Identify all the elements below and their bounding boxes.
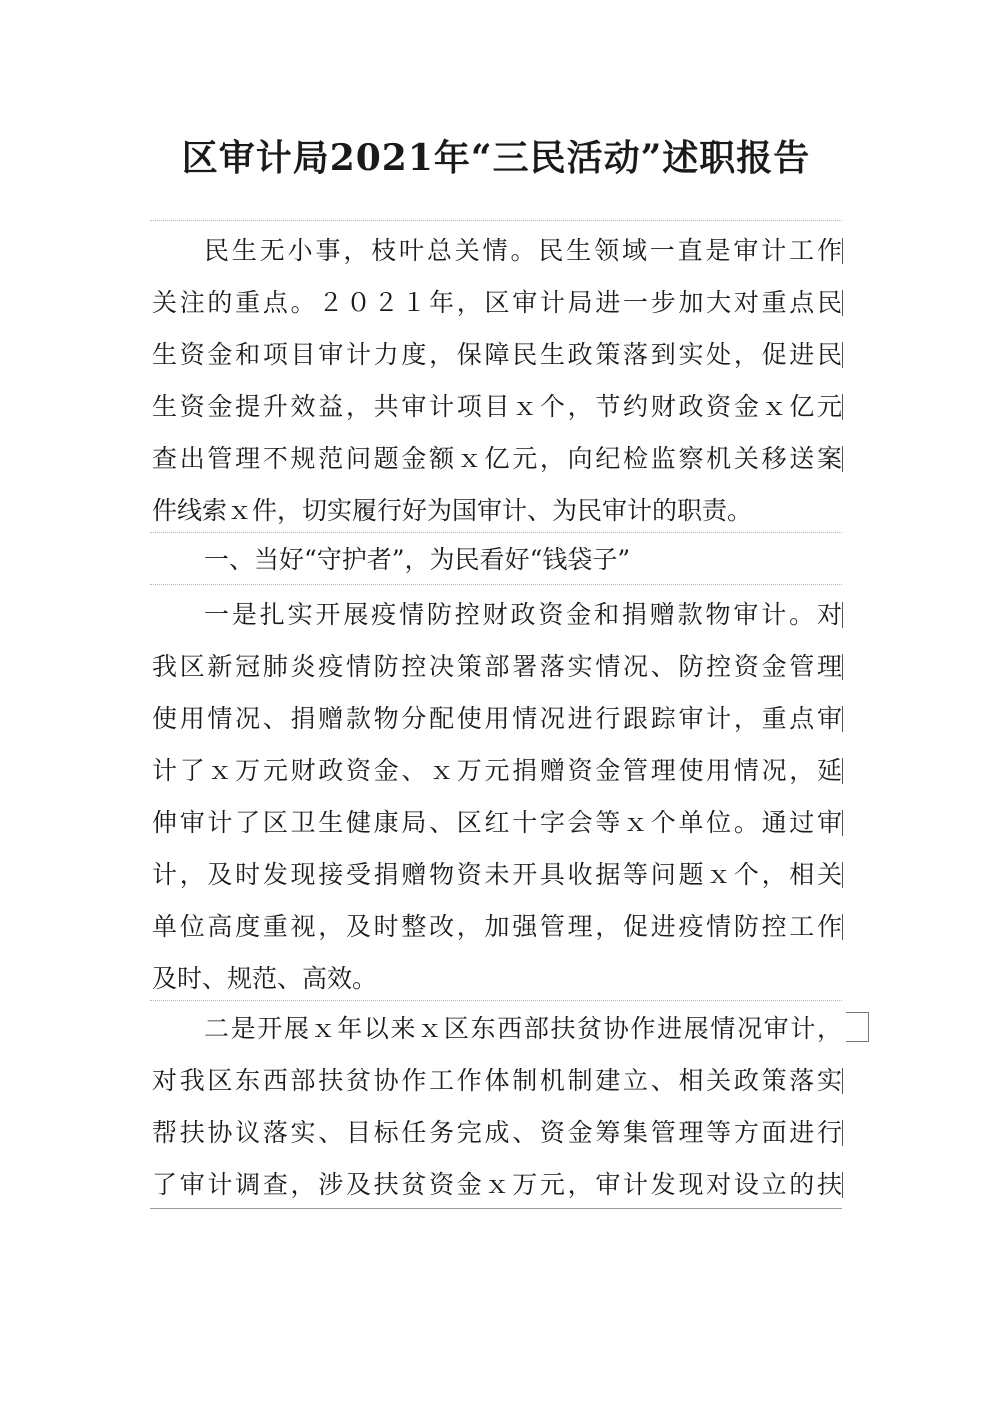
divider	[150, 1000, 842, 1001]
paragraph-line: 查出管理不规范问题金额ｘ亿元，向纪检监察机关移送案	[152, 444, 842, 473]
section-heading-text: 一、当好“守护者”，为民看好“钱袋子”	[204, 545, 631, 574]
line-end-marker	[842, 602, 843, 628]
divider	[150, 584, 842, 585]
paragraph-line: 件线索ｘ件，切实履行好为国审计、为民审计的职责。	[152, 496, 753, 525]
paragraph-line: 对我区东西部扶贫协作工作体制机制建立、相关政策落实	[152, 1066, 842, 1095]
line-end-marker	[842, 1068, 843, 1094]
paragraph-line: 单位高度重视，及时整改，加强管理，促进疫情防控工作	[152, 912, 842, 941]
paragraph-epidemic-audit	[152, 589, 842, 1005]
line-end-marker	[842, 862, 843, 888]
line-end-marker	[842, 342, 843, 368]
line-end-marker	[842, 290, 843, 316]
paragraph-line: 计了ｘ万元财政资金、ｘ万元捐赠资金管理使用情况，延	[152, 756, 842, 785]
paragraph-line: 二是开展ｘ年以来ｘ区东西部扶贫协作进展情况审计，	[204, 1014, 842, 1043]
paragraph-line: 及时、规范、高效。	[152, 964, 378, 993]
overflow-marker-box	[846, 1012, 869, 1042]
line-end-marker	[842, 654, 843, 680]
paragraph-line: 使用情况、捐赠款物分配使用情况进行跟踪审计，重点审	[152, 704, 842, 733]
paragraph-line: 帮扶协议落实、目标任务完成、资金筹集管理等方面进行	[152, 1118, 842, 1147]
paragraph-line: 了审计调查，涉及扶贫资金ｘ万元，审计发现对设立的扶	[152, 1170, 842, 1199]
paragraph-line: 计，及时发现接受捐赠物资未开具收据等问题ｘ个，相关	[152, 860, 842, 889]
line-end-marker	[842, 446, 843, 472]
section-heading	[152, 534, 842, 586]
divider	[150, 532, 842, 533]
line-end-marker	[842, 394, 843, 420]
paragraph-line: 伸审计了区卫生健康局、区红十字会等ｘ个单位。通过审	[152, 808, 842, 837]
document-title: 区审计局2021年“三民活动”述职报告	[181, 137, 811, 179]
paragraph-line: 我区新冠肺炎疫情防控决策部署落实情况、防控资金管理	[152, 652, 842, 681]
line-end-marker	[842, 1172, 843, 1198]
line-end-marker	[842, 1120, 843, 1146]
line-end-marker	[842, 238, 843, 264]
divider-bottom	[150, 1208, 842, 1209]
line-end-marker	[842, 706, 843, 732]
paragraph-line: 民生无小事，枝叶总关情。民生领域一直是审计工作	[204, 236, 842, 265]
line-end-marker	[842, 914, 843, 940]
paragraph-poverty-audit	[152, 1003, 842, 1211]
paragraph-line: 生资金和项目审计力度，保障民生政策落到实处，促进民	[152, 340, 842, 369]
paragraph-line: 一是扎实开展疫情防控财政资金和捐赠款物审计。对	[204, 600, 842, 629]
paragraph-line: 关注的重点。２０２１年，区审计局进一步加大对重点民	[152, 288, 842, 317]
line-end-marker	[842, 758, 843, 784]
paragraph-intro	[152, 225, 842, 537]
divider-top	[150, 220, 842, 221]
line-end-marker	[842, 810, 843, 836]
paragraph-line: 生资金提升效益，共审计项目ｘ个，节约财政资金ｘ亿元	[152, 392, 842, 421]
